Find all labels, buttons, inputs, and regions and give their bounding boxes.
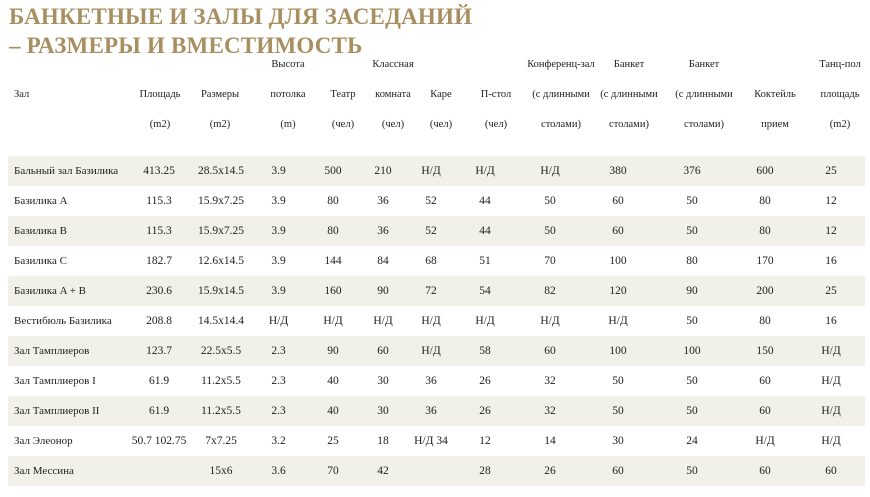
column-header-banquet1 bbox=[600, 50, 658, 140]
column-header-conf bbox=[527, 50, 595, 140]
table-row bbox=[8, 336, 865, 366]
cell-zal: Базилика A + B bbox=[8, 276, 126, 306]
column-header-cocktail bbox=[754, 50, 796, 140]
cell-square: Н/Д bbox=[407, 156, 455, 186]
cell-conf: 60 bbox=[515, 336, 585, 366]
cell-theatre: 144 bbox=[307, 246, 359, 276]
column-header-class bbox=[372, 50, 414, 140]
cell-dance: Н/Д bbox=[797, 426, 865, 456]
cell-theatre: 160 bbox=[307, 276, 359, 306]
table-row bbox=[8, 306, 865, 336]
cell-height: 3.2 bbox=[250, 426, 307, 456]
cell-zal: Вестибюль Базилика bbox=[8, 306, 126, 336]
column-header-line: комната bbox=[375, 89, 411, 100]
cell-class: Н/Д bbox=[359, 306, 407, 336]
cell-square: 52 bbox=[407, 216, 455, 246]
cell-banquet1: 100 bbox=[585, 336, 651, 366]
cell-banquet2: 50 bbox=[651, 186, 733, 216]
column-header-area bbox=[139, 50, 181, 140]
capacity-table bbox=[8, 156, 865, 486]
cell-theatre: 500 bbox=[307, 156, 359, 186]
cell-banquet1: 60 bbox=[585, 456, 651, 486]
table-row bbox=[8, 156, 865, 186]
cell-dance: Н/Д bbox=[797, 336, 865, 366]
column-header-line: Банкет bbox=[613, 59, 645, 70]
cell-theatre: 90 bbox=[307, 336, 359, 366]
column-header-line: (с длинными bbox=[675, 89, 733, 100]
cell-class: 36 bbox=[359, 216, 407, 246]
cell-class: 30 bbox=[359, 396, 407, 426]
column-header-line: (m) bbox=[280, 119, 296, 130]
cell-banquet2: 376 bbox=[651, 156, 733, 186]
cell-size: 15x6 bbox=[192, 456, 250, 486]
cell-conf: 26 bbox=[515, 456, 585, 486]
cell-ushape: 54 bbox=[455, 276, 515, 306]
table-row bbox=[8, 396, 865, 426]
cell-ushape: 51 bbox=[455, 246, 515, 276]
column-header-line: Танц-пол bbox=[819, 59, 861, 70]
cell-cocktail: 80 bbox=[733, 216, 797, 246]
cell-banquet2: 24 bbox=[651, 426, 733, 456]
cell-conf: Н/Д bbox=[515, 156, 585, 186]
cell-theatre: 40 bbox=[307, 366, 359, 396]
cell-banquet2: 50 bbox=[651, 366, 733, 396]
column-header-zal bbox=[14, 50, 30, 140]
cell-area bbox=[126, 456, 192, 486]
cell-square: 52 bbox=[407, 186, 455, 216]
cell-class: 90 bbox=[359, 276, 407, 306]
cell-area: 115.3 bbox=[126, 186, 192, 216]
cell-height: 3.9 bbox=[250, 156, 307, 186]
cell-ushape: 58 bbox=[455, 336, 515, 366]
cell-dance: 60 bbox=[797, 456, 865, 486]
cell-banquet2: 90 bbox=[651, 276, 733, 306]
cell-height: 3.6 bbox=[250, 456, 307, 486]
cell-ushape: Н/Д bbox=[455, 156, 515, 186]
column-header-line: прием bbox=[761, 119, 789, 130]
column-header-line: (чел) bbox=[484, 119, 508, 130]
cell-zal: Базилика C bbox=[8, 246, 126, 276]
column-header-line: Конференц-зал bbox=[527, 59, 595, 70]
cell-class: 42 bbox=[359, 456, 407, 486]
column-header-size bbox=[200, 50, 240, 140]
column-header-line: (чел) bbox=[429, 119, 453, 130]
cell-square: Н/Д bbox=[407, 306, 455, 336]
cell-ushape: 26 bbox=[455, 366, 515, 396]
cell-conf: 70 bbox=[515, 246, 585, 276]
cell-area: 182.7 bbox=[126, 246, 192, 276]
cell-size: 11.2x5.5 bbox=[192, 366, 250, 396]
cell-dance: 25 bbox=[797, 156, 865, 186]
column-header-line: Каре bbox=[430, 89, 452, 100]
cell-square: Н/Д bbox=[407, 336, 455, 366]
cell-height: Н/Д bbox=[250, 306, 307, 336]
cell-conf: 82 bbox=[515, 276, 585, 306]
cell-theatre: 70 bbox=[307, 456, 359, 486]
cell-class: 36 bbox=[359, 186, 407, 216]
cell-zal: Бальный зал Базилика bbox=[8, 156, 126, 186]
cell-theatre: 40 bbox=[307, 396, 359, 426]
cell-ushape: 44 bbox=[455, 186, 515, 216]
page-title-line-2: – РАЗМЕРЫ И ВМЕСТИМОСТЬ bbox=[9, 33, 363, 58]
cell-height: 2.3 bbox=[250, 366, 307, 396]
table-row bbox=[8, 366, 865, 396]
cell-ushape: Н/Д bbox=[455, 306, 515, 336]
cell-size: 12.6x14.5 bbox=[192, 246, 250, 276]
cell-theatre: 80 bbox=[307, 186, 359, 216]
cell-square: 36 bbox=[407, 366, 455, 396]
cell-dance: 16 bbox=[797, 246, 865, 276]
cell-cocktail: 150 bbox=[733, 336, 797, 366]
table-row bbox=[8, 426, 865, 456]
cell-dance: 12 bbox=[797, 186, 865, 216]
column-header-line: (с длинными bbox=[532, 89, 590, 100]
cell-banquet1: 60 bbox=[585, 186, 651, 216]
cell-class: 84 bbox=[359, 246, 407, 276]
cell-ushape: 44 bbox=[455, 216, 515, 246]
cell-square: 68 bbox=[407, 246, 455, 276]
cell-banquet1: 50 bbox=[585, 396, 651, 426]
cell-cocktail: 80 bbox=[733, 186, 797, 216]
column-header-line: площадь bbox=[820, 89, 860, 100]
cell-cocktail: 600 bbox=[733, 156, 797, 186]
cell-class: 30 bbox=[359, 366, 407, 396]
cell-height: 3.9 bbox=[250, 186, 307, 216]
cell-zal: Зал Мессина bbox=[8, 456, 126, 486]
cell-banquet2: 50 bbox=[651, 456, 733, 486]
cell-banquet2: 50 bbox=[651, 216, 733, 246]
column-header-line: столами) bbox=[609, 119, 649, 130]
cell-conf: Н/Д bbox=[515, 306, 585, 336]
cell-banquet2: 50 bbox=[651, 306, 733, 336]
table-row bbox=[8, 276, 865, 306]
cell-square bbox=[407, 456, 455, 486]
column-header-line: Площадь bbox=[139, 89, 181, 100]
column-header-line: Коктейль bbox=[754, 89, 796, 100]
cell-size: 15.9x7.25 bbox=[192, 216, 250, 246]
cell-ushape: 26 bbox=[455, 396, 515, 426]
cell-ushape: 28 bbox=[455, 456, 515, 486]
table-row bbox=[8, 246, 865, 276]
cell-zal: Зал Тамплиеров I bbox=[8, 366, 126, 396]
column-header-ushape bbox=[480, 50, 512, 140]
cell-area: 50.7 102.75 bbox=[126, 426, 192, 456]
column-header-line: столами) bbox=[541, 119, 581, 130]
cell-square: 72 bbox=[407, 276, 455, 306]
cell-square: 36 bbox=[407, 396, 455, 426]
page-title-line-1: БАНКЕТНЫЕ И ЗАЛЫ ДЛЯ ЗАСЕДАНИЙ bbox=[9, 4, 473, 29]
cell-cocktail: 170 bbox=[733, 246, 797, 276]
cell-size: 28.5x14.5 bbox=[192, 156, 250, 186]
cell-dance: Н/Д bbox=[797, 396, 865, 426]
cell-cocktail: 60 bbox=[733, 456, 797, 486]
cell-conf: 50 bbox=[515, 186, 585, 216]
cell-size: 15.9x7.25 bbox=[192, 186, 250, 216]
cell-theatre: Н/Д bbox=[307, 306, 359, 336]
cell-height: 3.9 bbox=[250, 246, 307, 276]
cell-dance: 16 bbox=[797, 306, 865, 336]
cell-banquet2: 100 bbox=[651, 336, 733, 366]
cell-height: 2.3 bbox=[250, 336, 307, 366]
table-row bbox=[8, 456, 865, 486]
cell-area: 230.6 bbox=[126, 276, 192, 306]
cell-banquet1: 30 bbox=[585, 426, 651, 456]
column-header-line: потолка bbox=[270, 89, 306, 100]
column-header-line: Зал bbox=[14, 89, 30, 100]
cell-banquet1: Н/Д bbox=[585, 306, 651, 336]
cell-dance: 12 bbox=[797, 216, 865, 246]
cell-banquet2: 50 bbox=[651, 396, 733, 426]
cell-area: 61.9 bbox=[126, 366, 192, 396]
column-header-dance bbox=[819, 50, 861, 140]
cell-size: 22.5x5.5 bbox=[192, 336, 250, 366]
column-header-line: (с длинными bbox=[600, 89, 658, 100]
cell-cocktail: 60 bbox=[733, 396, 797, 426]
cell-ushape: 12 bbox=[455, 426, 515, 456]
column-header-theatre bbox=[330, 50, 356, 140]
cell-size: 14.5x14.4 bbox=[192, 306, 250, 336]
column-header-banquet2 bbox=[675, 50, 733, 140]
cell-theatre: 25 bbox=[307, 426, 359, 456]
column-header-line: П-стол bbox=[480, 89, 512, 100]
cell-area: 208.8 bbox=[126, 306, 192, 336]
cell-banquet1: 100 bbox=[585, 246, 651, 276]
table-row bbox=[8, 216, 865, 246]
cell-banquet2: 80 bbox=[651, 246, 733, 276]
cell-banquet1: 120 bbox=[585, 276, 651, 306]
cell-cocktail: 60 bbox=[733, 366, 797, 396]
cell-height: 3.9 bbox=[250, 216, 307, 246]
cell-class: 60 bbox=[359, 336, 407, 366]
cell-size: 7x7.25 bbox=[192, 426, 250, 456]
cell-banquet1: 380 bbox=[585, 156, 651, 186]
cell-conf: 14 bbox=[515, 426, 585, 456]
column-header-line: столами) bbox=[684, 119, 724, 130]
cell-height: 3.9 bbox=[250, 276, 307, 306]
column-header-line: Театр bbox=[330, 89, 356, 100]
cell-class: 18 bbox=[359, 426, 407, 456]
cell-height: 2.3 bbox=[250, 396, 307, 426]
cell-conf: 50 bbox=[515, 216, 585, 246]
cell-area: 115.3 bbox=[126, 216, 192, 246]
cell-banquet1: 50 bbox=[585, 366, 651, 396]
column-header-square bbox=[429, 50, 453, 140]
cell-banquet1: 60 bbox=[585, 216, 651, 246]
column-header-line: (чел) bbox=[331, 119, 355, 130]
cell-cocktail: Н/Д bbox=[733, 426, 797, 456]
cell-zal: Базилика A bbox=[8, 186, 126, 216]
column-header-height bbox=[270, 50, 306, 140]
cell-zal: Базилика B bbox=[8, 216, 126, 246]
column-header-line: Классная bbox=[372, 59, 414, 70]
cell-zal: Зал Тамплиеров bbox=[8, 336, 126, 366]
cell-dance: 25 bbox=[797, 276, 865, 306]
column-header-line: Банкет bbox=[688, 59, 720, 70]
cell-dance: Н/Д bbox=[797, 366, 865, 396]
cell-square: Н/Д 34 bbox=[407, 426, 455, 456]
cell-size: 11.2x5.5 bbox=[192, 396, 250, 426]
table-row bbox=[8, 186, 865, 216]
cell-cocktail: 80 bbox=[733, 306, 797, 336]
cell-area: 123.7 bbox=[126, 336, 192, 366]
cell-area: 413.25 bbox=[126, 156, 192, 186]
column-header-line: Размеры bbox=[200, 89, 240, 100]
cell-cocktail: 200 bbox=[733, 276, 797, 306]
cell-zal: Зал Элеонор bbox=[8, 426, 126, 456]
cell-conf: 32 bbox=[515, 366, 585, 396]
column-header-line: Высота bbox=[271, 59, 305, 70]
column-header-line: (чел) bbox=[381, 119, 405, 130]
cell-size: 15.9x14.5 bbox=[192, 276, 250, 306]
cell-theatre: 80 bbox=[307, 216, 359, 246]
column-header-line: (m2) bbox=[829, 119, 851, 130]
column-header-line: (m2) bbox=[209, 119, 231, 130]
column-header-line: (m2) bbox=[149, 119, 171, 130]
cell-conf: 32 bbox=[515, 396, 585, 426]
cell-area: 61.9 bbox=[126, 396, 192, 426]
cell-class: 210 bbox=[359, 156, 407, 186]
cell-zal: Зал Тамплиеров II bbox=[8, 396, 126, 426]
